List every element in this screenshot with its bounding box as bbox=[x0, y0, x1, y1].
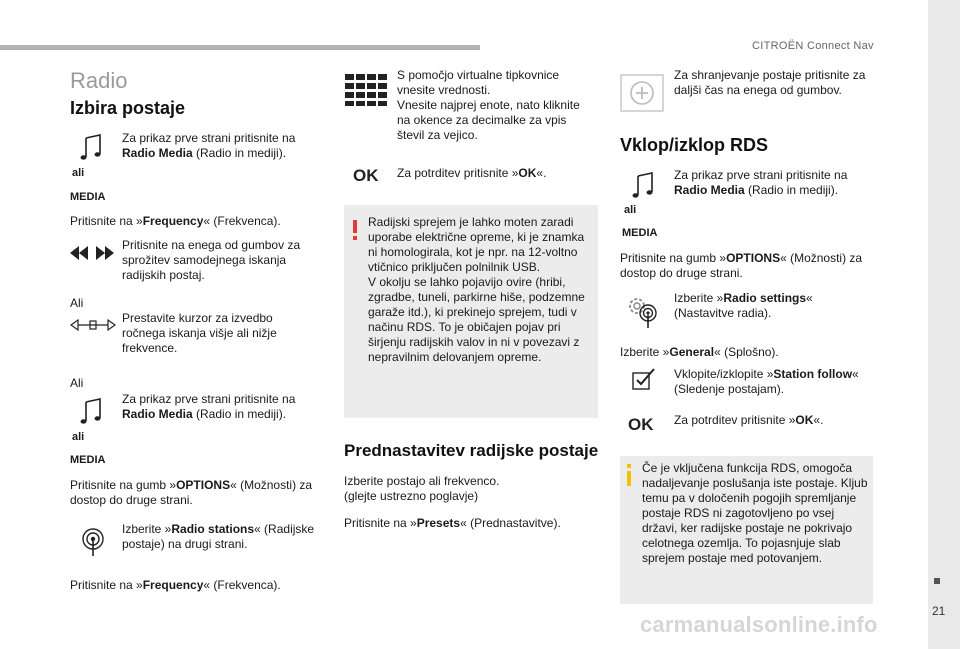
text-radio-settings: Izberite »Radio settings« (Nastavitve radia). bbox=[674, 291, 813, 320]
checkbox-icon bbox=[632, 368, 656, 390]
text-frequency: Pritisnite na »Frequency« (Frekvenca). bbox=[70, 214, 281, 228]
text-options: Pritisnite na gumb »OPTIONS« (Možnosti) za dostop do druge strani. bbox=[70, 478, 313, 507]
label-ali-2: Ali bbox=[70, 296, 84, 310]
radio-stations-icon bbox=[80, 527, 106, 557]
label-ali-3: Ali bbox=[70, 376, 84, 390]
warning-icon bbox=[352, 220, 358, 240]
keypad-icon bbox=[345, 74, 387, 106]
text-keypad: S pomočjo virtualne tipkovnice vnesite vrednosti. Vnesite najprej enote, nato kliknite na okence za decimalke za vpis števil za vejico. bbox=[397, 68, 580, 142]
text-radio-media-rds: Za prikaz prve strani pritisnite na Radio Media (Radio in mediji). bbox=[674, 168, 848, 197]
label-ali: ali bbox=[72, 167, 85, 179]
label-media-rds: MEDIA bbox=[622, 227, 658, 239]
text-general: Izberite »General« (Splošno). bbox=[620, 345, 779, 359]
ok-button-icon: OK bbox=[353, 166, 379, 185]
frequency-slider-icon bbox=[70, 318, 116, 332]
label-media-2: MEDIA bbox=[70, 454, 106, 466]
header-rule bbox=[0, 45, 480, 50]
music-note-icon bbox=[632, 172, 654, 200]
text-options-rds: Pritisnite na gumb »OPTIONS« (Možnosti) za dostop do druge strani. bbox=[620, 251, 863, 280]
text-manual-search: Prestavite kurzor za izvedbo ročnega iskanja višje ali nižje frekvence. bbox=[122, 311, 277, 355]
page-corner-mark bbox=[934, 578, 940, 584]
label-ali-4: ali bbox=[72, 431, 85, 443]
text-radio-media: Za prikaz prve strani pritisnite na Radio Media (Radio in mediji). bbox=[122, 131, 296, 160]
section-title: Radio bbox=[70, 68, 128, 93]
info-icon bbox=[626, 464, 632, 486]
text-frequency-2: Pritisnite na »Frequency« (Frekvenca). bbox=[70, 578, 281, 592]
seek-buttons-icon bbox=[70, 245, 114, 261]
radio-settings-icon bbox=[626, 295, 660, 329]
text-confirm-ok-rds: Za potrditev pritisnite »OK«. bbox=[674, 413, 824, 427]
text-confirm-ok: Za potrditev pritisnite »OK«. bbox=[397, 166, 547, 180]
label-ali-rds: ali bbox=[624, 204, 637, 216]
heading-rds: Vklop/izklop RDS bbox=[620, 135, 769, 155]
text-station-follow: Vklopite/izklopite »Station follow« (Sledenje postajam). bbox=[674, 367, 859, 396]
music-note-icon bbox=[80, 398, 102, 426]
heading-prednastavitev: Prednastavitev radijske postaje bbox=[344, 441, 599, 460]
ok-button-icon: OK bbox=[628, 415, 654, 434]
warning-text: Radijski sprejem je lahko moten zaradi uporabe električne opreme, ki je znamka ni homologirala, kot je npr. na 12-voltno vtičnico priključen polnilnik USB. V okolju se lahko pojavijo ovire (hribi, zgradbe, tuneli, parkirne hiše, podzemne garaže itd.), ki prekinejo sprejem, tudi v načinu RDS. To je običajen pojav pri širjenju radijskih valov in ni v povezavi z nepravilnim delovanjem opreme. bbox=[368, 215, 585, 364]
watermark: carmanualsonline.info bbox=[640, 612, 878, 637]
side-strip bbox=[928, 0, 960, 649]
info-text: Če je vključena funkcija RDS, omogoča nadaljevanje poslušanja iste postaje. Kljub temu pa v določenih pogojih spremljanje postaje RDS ni zagotovljeno po vsej državi, ker radijske postaje ne pokrivajo celotnega ozemlja. To pojasnjuje slab sprejem postaje med potovanjem. bbox=[642, 461, 868, 565]
text-radio-media-2: Za prikaz prve strani pritisnite na Radio Media (Radio in mediji). bbox=[122, 392, 296, 421]
text-select-station: Izberite postajo ali frekvenco. (glejte ustrezno poglavje) bbox=[344, 474, 500, 503]
add-preset-icon bbox=[620, 74, 664, 112]
header-brand: CITROËN Connect Nav bbox=[752, 40, 874, 52]
text-presets: Pritisnite na »Presets« (Prednastavitve). bbox=[344, 516, 561, 530]
text-save-preset: Za shranjevanje postaje pritisnite za daljši čas na enega od gumbov. bbox=[674, 68, 866, 97]
heading-izbira-postaje: Izbira postaje bbox=[70, 98, 186, 118]
text-radio-stations: Izberite »Radio stations« (Radijske postaje) na drugi strani. bbox=[122, 522, 315, 551]
text-seek: Pritisnite na enega od gumbov za sprožitev samodejnega iskanja radijskih postaj. bbox=[122, 238, 301, 282]
label-media: MEDIA bbox=[70, 191, 106, 203]
music-note-icon bbox=[80, 134, 102, 162]
page-number: 21 bbox=[932, 604, 946, 618]
